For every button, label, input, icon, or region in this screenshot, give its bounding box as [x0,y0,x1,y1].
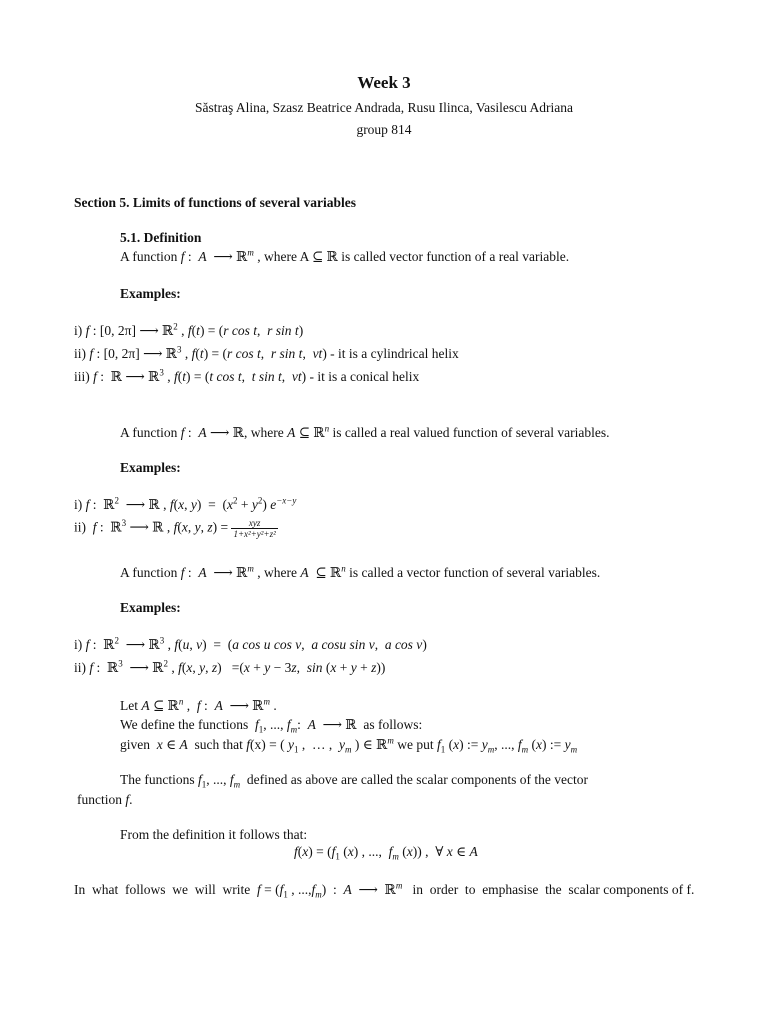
example-2-i: i) f : ℝ$^2$ ⟶ ℝ , f(x, $y) = (x^2 + y^2)$ $e^{-x-y}$ [74,495,297,512]
examples-label-3: Examples: [120,600,181,615]
follows-line: From the definition it follows that: [120,827,308,842]
definition-vector-real-variable: A function f : A ⟶ ℝ$^m$ , where A ⊆ ℝ is called vector function of a real variable. [120,247,570,264]
definition-real-valued: A function f : A ⟶ ℝ, where A ⊆ ℝ$^n$ is called a real valued function of several variables. [120,423,610,440]
example-1-iii: iii) f : ℝ ⟶ ℝ$^3$ , f(t) = (t cos t, t sin t, vt) - it is a conical helix [74,367,420,384]
given-line: given x ∈ A such that f(x) = ( $y_1$ , … , $y_m$ ) ∈ ℝ$^m$ we put $f_1$ (x) := $y_m$, ..., $f_m$ (x) := $y_m$ [120,735,578,755]
example-1-ii: ii) f : [0, 2π] ⟶ ℝ$^3$ , f(t) = (r cos t, r sin t, vt) - it is a cylindrical helix [74,344,459,361]
define-line: We define the functions $f_1$, ..., $f_m$: A ⟶ ℝ as follows: [120,717,423,735]
authors-line: Săstraş Alina, Szasz Beatrice Andrada, Rusu Ilinca, Vasilescu Adriana [194,100,574,115]
scalar-components-line-2: function f. [77,792,133,807]
example-3-i: i) f : ℝ$^2$ ⟶ ℝ$^3$ , f(u, v) = (a cos u cos v, a cosu sin v, a cos v) [74,635,427,652]
example-1-i: i) f : [0, 2π] ⟶ ℝ$^2$ , f(t) = (r cos t, r sin t) [74,321,304,338]
final-paragraph: In what follows we will write $f = (f_1$ , $...,f_m$) : A ⟶ ℝ$^m$ in order to emphasise the scalar components of f. [74,880,695,900]
example-2-ii: ii) f : ℝ$^3$ ⟶ ℝ , f(x, y, z) = $\frac{\text{xyz}}{\text{1+x²+y²+z²}}$ [74,518,276,539]
group-line: group 814 [356,122,412,137]
fraction: $\frac{\text{xyz}}{\text{1+x²+y²+z²}}$ [233,518,276,539]
example-3-ii: ii) f : ℝ$^3$ ⟶ ℝ$^2$ , f(x, y, z) =(x + y − 3z, sin (x + y + z)) [74,658,386,675]
scalar-components-line-1: The functions $f_1$, ..., $f_m$ defined as above are called the scalar components of the vector [120,772,588,790]
section-heading: Section 5. Limits of functions of several variables [74,195,356,210]
document-title: Week 3 [357,73,411,92]
formula-line: $f(x) = (f_1$ (x) , ..., $f_m$ (x)) , ∀ x ∈ A [294,844,478,862]
let-line: Let A ⊆ ℝ$^n$ , f : A ⟶ ℝ$^m$ . [120,696,277,713]
subsection-heading: 5.1. Definition [120,230,202,245]
examples-label-2: Examples: [120,460,181,475]
examples-label-1: Examples: [120,286,181,301]
definition-vector-several: A function f : A ⟶ ℝ$^m$ , where A ⊆ ℝ$^n$ is called a vector function of several variables. [120,563,601,580]
